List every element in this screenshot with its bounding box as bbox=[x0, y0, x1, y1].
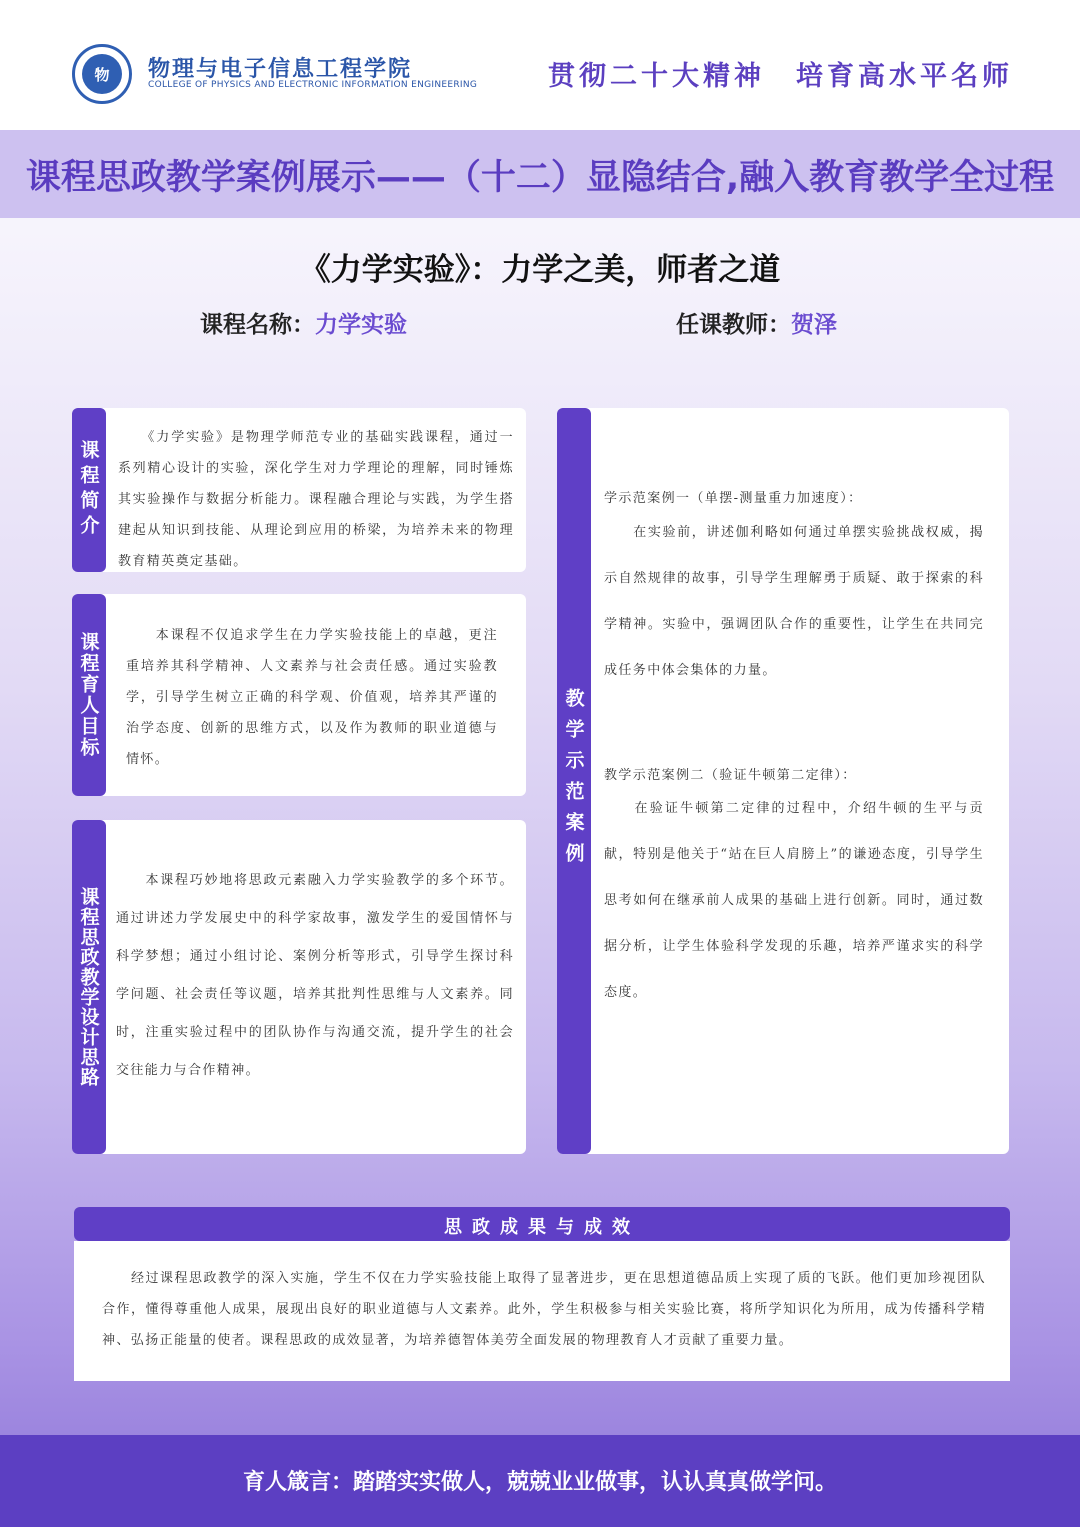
footer-motto: 育人箴言：踏踏实实做人，兢兢业业做事，认认真真做学问。 bbox=[242, 1470, 837, 1495]
college-seal-mark: 物 bbox=[82, 54, 122, 94]
college-name-en: COLLEGE OF PHYSICS AND ELECTRONIC INFORMATION ENGINEERING bbox=[148, 80, 478, 90]
college-name-cn: 物理与电子信息工程学院 bbox=[148, 57, 413, 82]
results-card bbox=[74, 1241, 1010, 1381]
page-header bbox=[0, 0, 1080, 130]
case2-title: 教学示范案例二（验证牛顿第二定律）： bbox=[604, 768, 857, 783]
design-tab bbox=[72, 820, 106, 1154]
goals-text: 本课程不仅追求学生在力学实验技能上的卓越，更注重培养其科学精神、人文素养与社会责任感。通过实验教学，引导学生树立正确的科学观、价值观，培养其严谨的治学态度、创新的思维方式，以及作为教师的职业道德与情怀。 bbox=[126, 628, 498, 767]
design-text: 本课程巧妙地将思政元素融入力学实验教学的多个环节。通过讲述力学发展史中的科学家故事，激发学生的爱国情怀与科学梦想；通过小组讨论、案例分析等形式，引导学生探讨科学问题、社会责任等议题，培养其批判性思维与人文素养。同时，注重实验过程中的团队协作与沟通交流，提升学生的社会交往能力与合作精神。 bbox=[116, 873, 514, 1078]
examples-card bbox=[557, 408, 1009, 1154]
teacher-label: 任课教师： bbox=[676, 312, 791, 338]
intro-card bbox=[72, 408, 526, 572]
results-header bbox=[74, 1207, 1010, 1241]
goals-tab bbox=[72, 594, 106, 796]
results-title: 思政成果与成效 bbox=[444, 1217, 640, 1238]
page-subtitle: 《力学实验》：力学之美，师者之道 bbox=[299, 252, 781, 288]
design-card bbox=[72, 820, 526, 1154]
design-tab-label: 课程思政教学设计思路 bbox=[77, 887, 100, 1087]
examples-tab-label: 教学示范案例 bbox=[562, 688, 585, 874]
results-text: 经过课程思政教学的深入实施，学生不仅在力学实验技能上取得了显著进步，更在思想道德品质上实现了质的飞跃。他们更加珍视团队合作，懂得尊重他人成果，展现出良好的职业道德与人文素养。此外，学生积极参与相关实验比赛，将所学知识化为所用，成为传播科学精神、弘扬正能量的使者。课程思政的成效显著，为培养德智体美劳全面发展的物理教育人才贡献了重要力量。 bbox=[102, 1271, 986, 1348]
course-value: 力学实验 bbox=[315, 312, 407, 338]
page-footer bbox=[0, 1435, 1080, 1527]
case2-text: 在验证牛顿第二定律的过程中，介绍牛顿的生平与贡献，特别是他关于“站在巨人肩膀上”的谦逊态度，引导学生思考如何在继承前人成果的基础上进行创新。同时，通过数据分析，让学生体验科学发现的乐趣，培养严谨求实的科学态度。 bbox=[604, 801, 984, 1000]
case1-title: 学示范案例一（单摆-测量重力加速度）： bbox=[604, 491, 863, 506]
title-banner bbox=[0, 130, 1080, 218]
intro-text: 《力学实验》是物理学师范专业的基础实践课程，通过一系列精心设计的实验，深化学生对力学理论的理解，同时锤炼其实验操作与数据分析能力。课程融合理论与实践，为学生搭建起从知识到技能、从理论到应用的桥梁，为培养未来的物理教育精英奠定基础。 bbox=[118, 430, 514, 569]
goals-card bbox=[72, 594, 526, 796]
page-title: 课程思政教学案例展示——（十二）显隐结合,融入教育教学全过程 bbox=[25, 158, 1055, 198]
teacher-value: 贺泽 bbox=[791, 312, 837, 338]
header-slogan: 贯彻二十大精神 培育高水平名师 bbox=[548, 61, 1013, 92]
course-label: 课程名称： bbox=[200, 312, 315, 338]
examples-tab bbox=[557, 408, 591, 1154]
goals-tab-label: 课程育人目标 bbox=[77, 632, 100, 758]
course-name bbox=[200, 306, 407, 339]
college-seal-icon bbox=[72, 44, 132, 104]
teacher-name bbox=[676, 306, 837, 339]
intro-tab-label: 课程简介 bbox=[77, 440, 100, 540]
intro-tab bbox=[72, 408, 106, 572]
case1-text: 在实验前，讲述伽利略如何通过单摆实验挑战权威，揭示自然规律的故事，引导学生理解勇于质疑、敢于探索的科学精神。实验中，强调团队合作的重要性，让学生在共同完成任务中体会集体的力量。 bbox=[604, 525, 984, 678]
